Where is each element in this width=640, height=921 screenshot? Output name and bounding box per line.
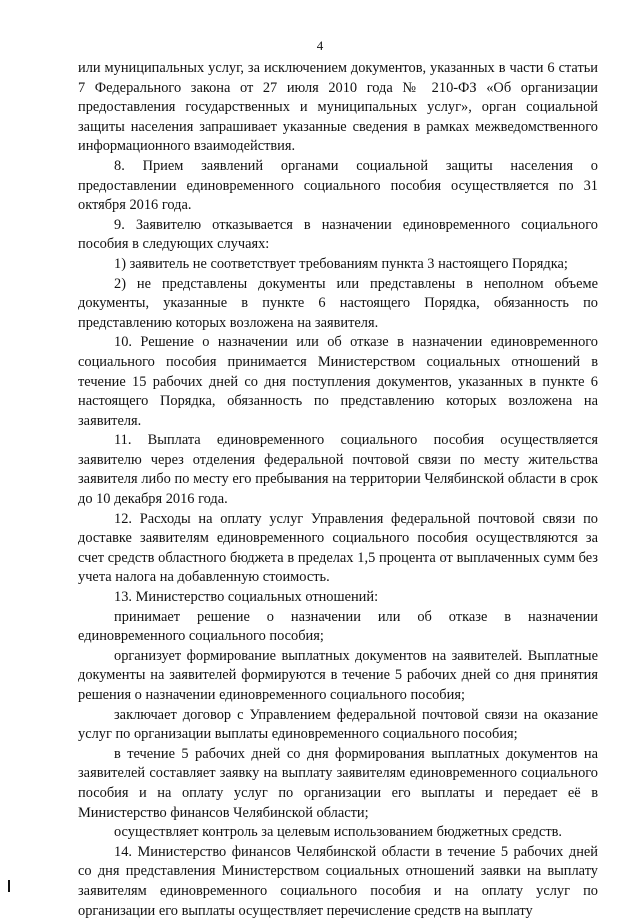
paragraph-item-14: 14. Министерство финансов Челябинской области в течение 5 рабочих дней со дня представления Министерством социальных отношений заявки на выплату заявителям единовременного социального пособия и на оплату услуг по организации его выплаты осуществляет перечисление средств на выплату	[78, 843, 598, 919]
paragraph: или муниципальных услуг, за исключением документов, указанных в части 6 статьи 7 Федерального закона от 27 июля 2010 года № 210-ФЗ «Об организации предоставления государственных и муниципальных услуг», орган социальной защиты населения запрашивает указанные сведения в рамках межведомственного информационного взаимодействия.	[78, 60, 598, 155]
paragraph-subitem-2: 2) не представлены документы или представлены в неполном объеме документы, указанные в пункте 6 настоящего Порядка, обязанность по представлению которых возложена на заявителя.	[78, 275, 598, 331]
paragraph-item-13: 13. Министерство социальных отношений:	[114, 589, 379, 606]
page-number: 4	[316, 38, 324, 53]
paragraph-item-12: 12. Расходы на оплату услуг Управления федеральной почтовой связи по доставке заявителям единовременного социального пособия осуществляются за счет средств областного бюджета в пределах 1,5 процента от выплаченных сумм без учета налога на добавленную стоимость.	[78, 510, 598, 586]
paragraph-item-11: 11. Выплата единовременного социального пособия осуществляется заявителю через отделения федеральной почтовой связи по месту жительства заявителя либо по месту его пребывания на территории Челябинской области в срок до 10 декабря 2016 года.	[78, 432, 598, 508]
paragraph-item-10: 10. Решение о назначении или об отказе в назначении единовременного социального пособия принимается Министерством социальных отношений в течение 15 рабочих дней со дня поступления документов, указанных в пункте 6 настоящего Порядка, обязанность по представлению которых возложена на заявителя.	[78, 334, 598, 429]
scan-edge-mark	[8, 880, 10, 892]
paragraph-item-8: 8. Прием заявлений органами социальной защиты населения о предоставлении единовременного социального пособия осуществляется по 31 октября 2016 года.	[78, 157, 598, 214]
paragraph-duty-control: осуществляет контроль за целевым использованием бюджетных средств.	[114, 824, 563, 841]
paragraph-duty-contract: заключает договор с Управлением федеральной почтовой связи на оказание услуг по организации выплаты единовременного социального пособия;	[78, 706, 598, 743]
paragraph-item-9: 9. Заявителю отказывается в назначении единовременного социального пособия в следующих случаях:	[78, 216, 598, 253]
paragraph-duty-documents: организует формирование выплатных документов на заявителей. Выплатные документы на заявителей формируются в течение 5 рабочих дней со дня принятия решения о назначении единовременного социального пособия;	[78, 647, 598, 703]
paragraph-duty-decision: принимает решение о назначении или об отказе в назначении единовременного социального пособия;	[78, 608, 598, 645]
paragraph-duty-request: в течение 5 рабочих дней со дня формирования выплатных документов на заявителей составляет заявку на выплату заявителям единовременного социального пособия и на оплату услуг по организации его выплаты и передает её в Министерство финансов Челябинской области;	[78, 745, 598, 821]
paragraph-subitem-1: 1) заявитель не соответствует требованиям пункта 3 настоящего Порядка;	[114, 255, 568, 272]
document-body	[78, 59, 598, 921]
